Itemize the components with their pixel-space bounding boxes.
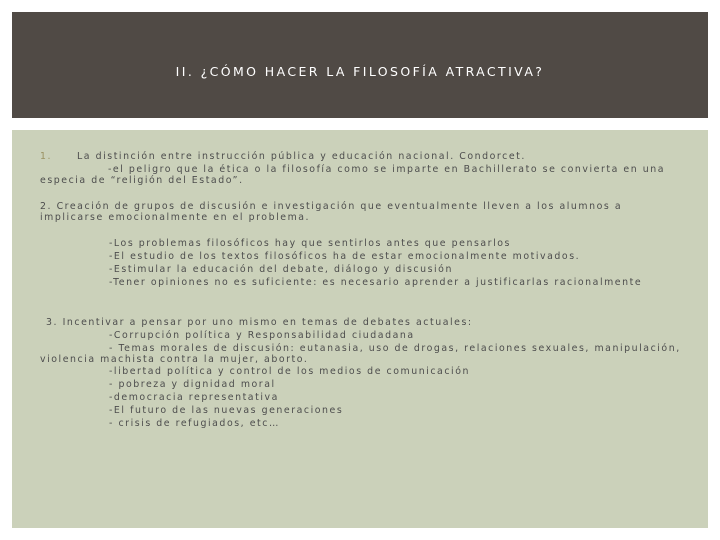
section-1-line: La distinción entre instrucción pública y educación nacional. Condorcet. <box>77 151 526 162</box>
section-3-item: -El futuro de las nuevas generaciones <box>109 405 344 416</box>
section-2-line: 2. Creación de grupos de discusión e investigación que eventualmente lleven a los alumnos a <box>40 201 623 212</box>
section-2-line: implicarse emocionalmente en el problema. <box>40 212 311 223</box>
section-2-item: -Tener opiniones no es suficiente: es necesario aprender a justificarlas racionalmente <box>109 277 643 288</box>
section-3-item: - pobreza y dignidad moral <box>109 379 276 390</box>
title-bar <box>12 12 708 118</box>
section-3-item: -libertad política y control de los medios de comunicación <box>109 366 470 377</box>
section-3-item: -democracia representativa <box>109 392 279 403</box>
section-2-item: -El estudio de los textos filosóficos ha de estar emocionalmente motivados. <box>109 251 581 262</box>
section-3-item: - Temas morales de discusión: eutanasia, uso de drogas, relaciones sexuales, manipulación, <box>109 343 681 354</box>
slide <box>12 12 708 528</box>
section-3-item: violencia machista contra la mujer, aborto. <box>40 354 309 365</box>
slide-title: II. ¿CÓMO HACER LA FILOSOFÍA ATRACTIVA? <box>175 64 545 79</box>
section-1-line: especia de “religión del Estado”. <box>40 175 244 186</box>
section-2-item: -Los problemas filosóficos hay que sentirlos antes que pensarlos <box>109 238 511 249</box>
section-1-number: 1. <box>40 151 53 162</box>
content-area <box>12 130 708 528</box>
section-2-item: -Estimular la educación del debate, diálogo y discusión <box>109 264 453 275</box>
section-1-line: -el peligro que la ética o la filosofía como se imparte en Bachillerato se convierta en una <box>108 164 666 175</box>
section-3-heading: 3. Incentivar a pensar por uno mismo en temas de debates actuales: <box>46 317 473 328</box>
section-3-item: -Corrupción política y Responsabilidad ciudadana <box>109 330 415 341</box>
section-3-item: - crisis de refugiados, etc… <box>109 418 280 429</box>
